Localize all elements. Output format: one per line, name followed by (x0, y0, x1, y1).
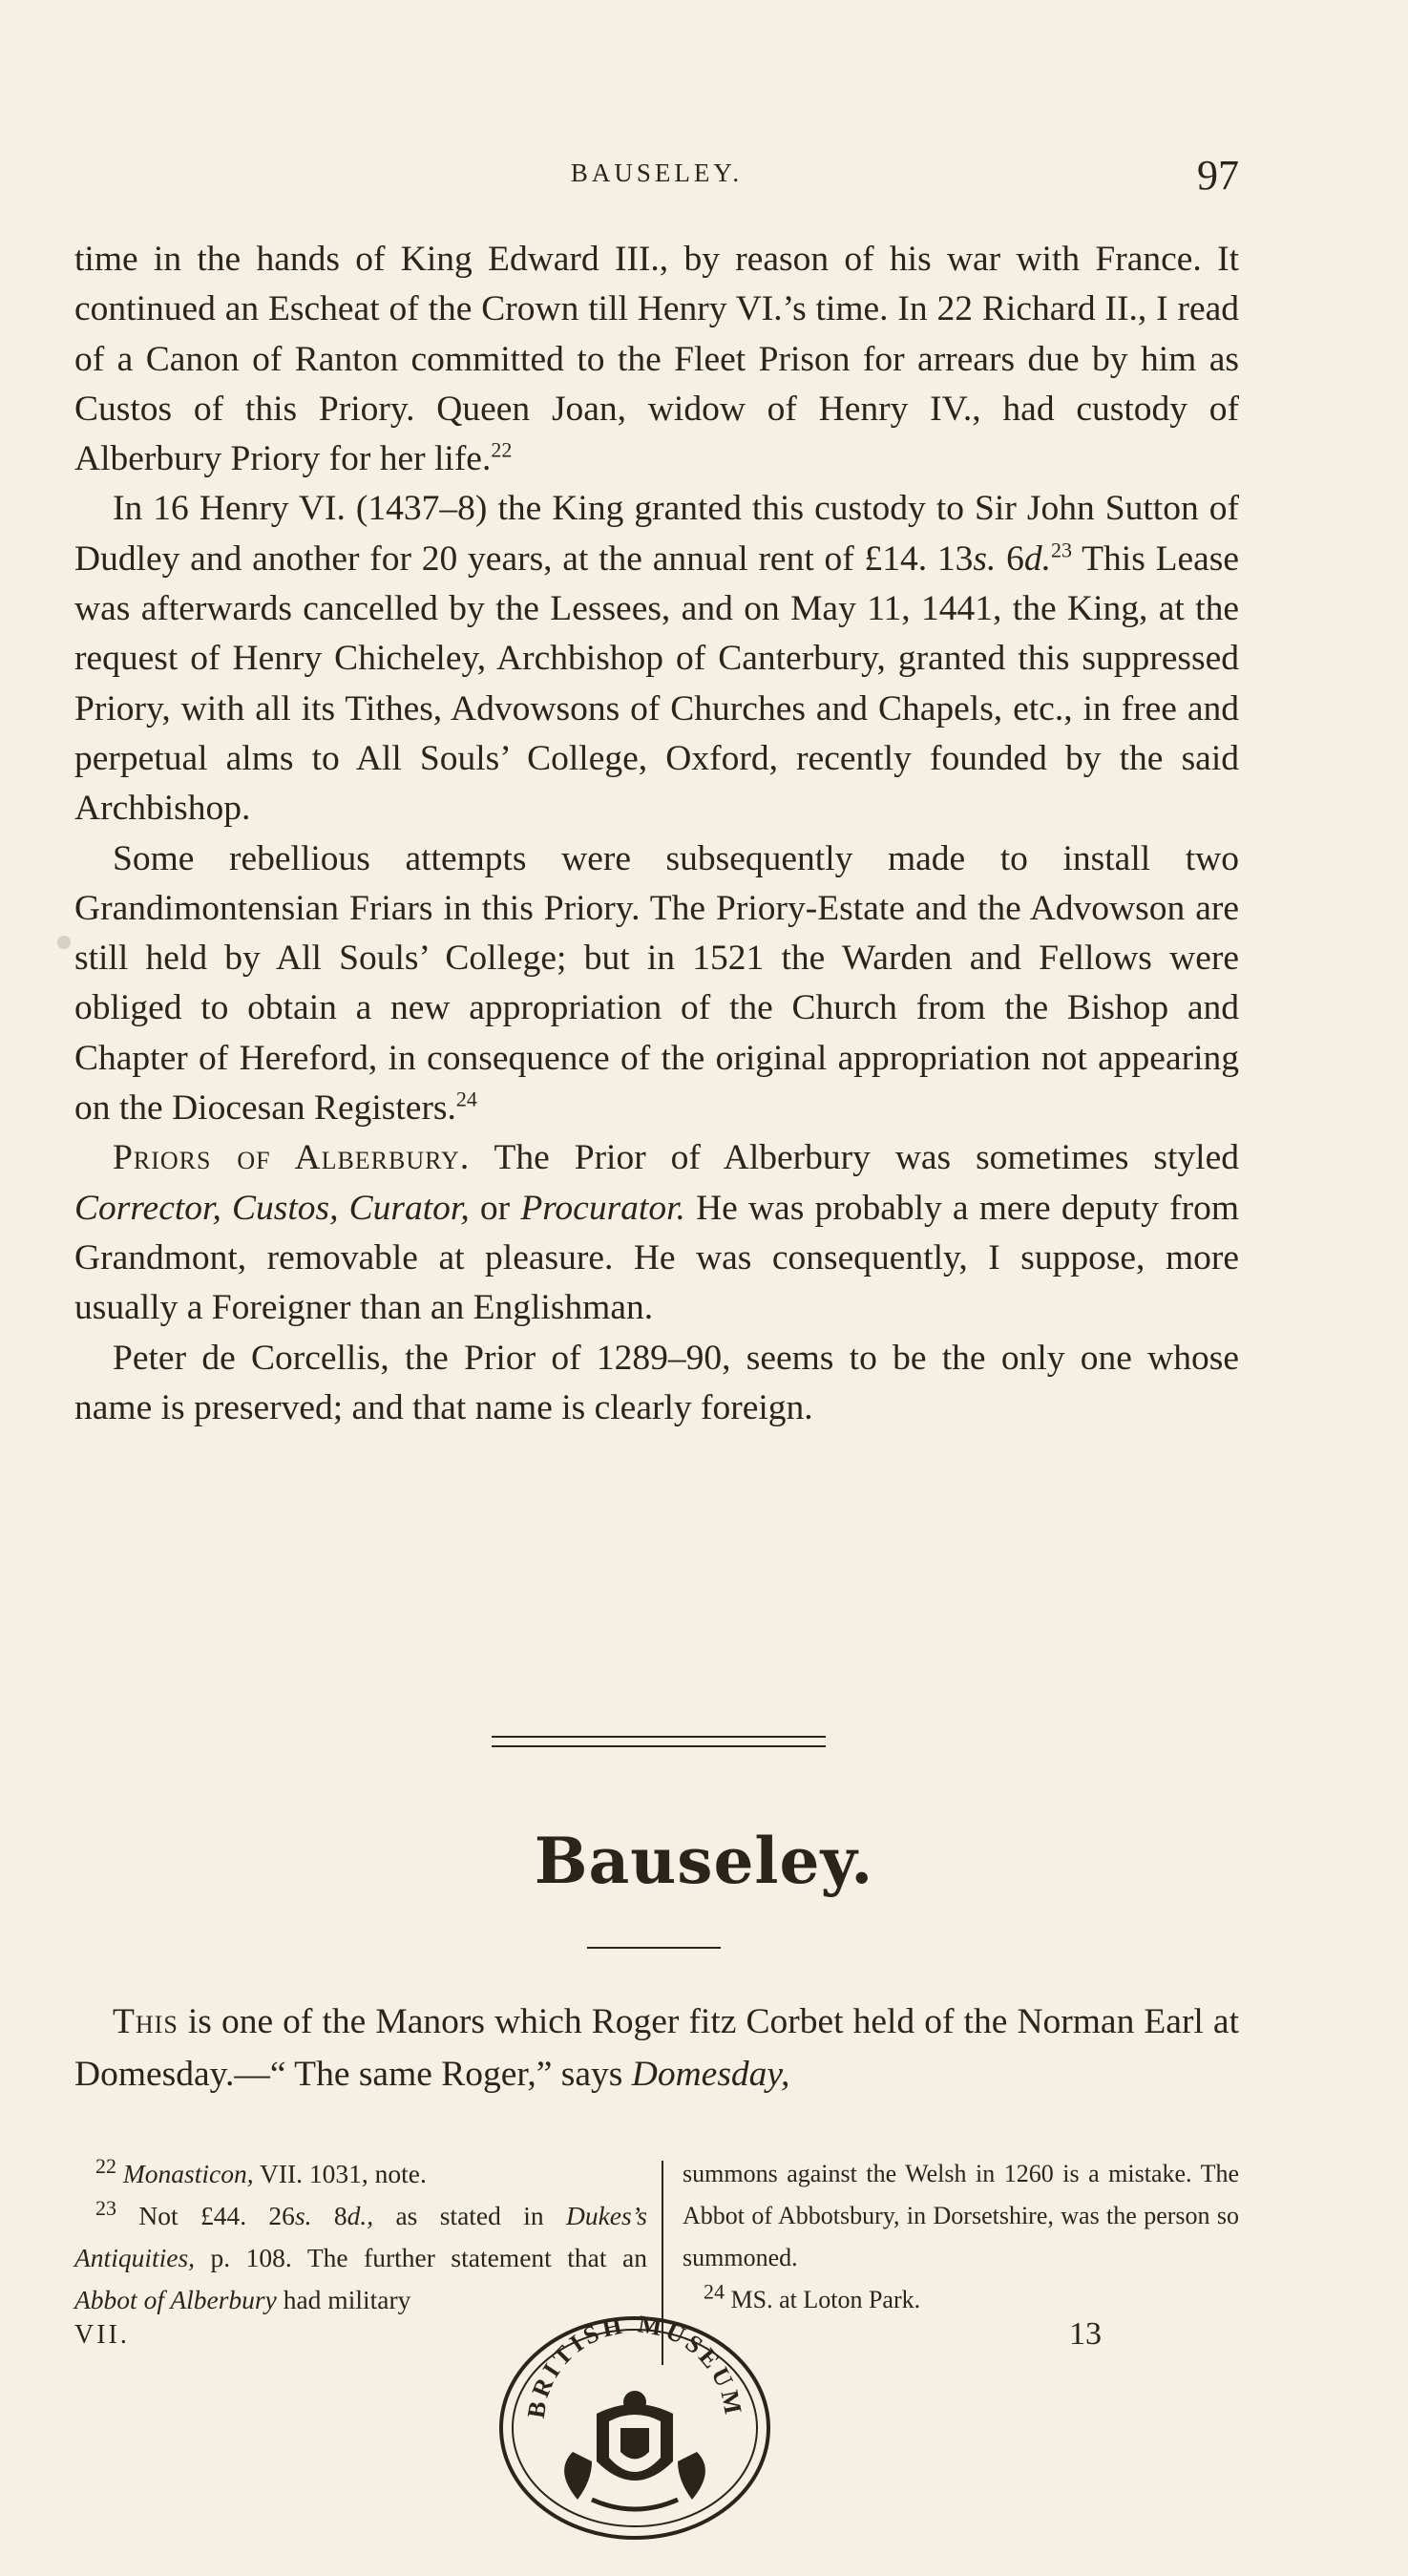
text-run: The Prior of Alberbury was sometimes styled (470, 1138, 1239, 1178)
italic-text: s. (294, 2201, 312, 2230)
italic-text: d., (347, 2201, 374, 2230)
stamp-icon (487, 2309, 783, 2547)
italic-text: Procurator. (520, 1188, 685, 1228)
signature-number: 13 (1069, 2316, 1102, 2352)
text-run: or (469, 1188, 521, 1228)
footnote-ref: 24 (455, 1087, 477, 1111)
footnotes-left-column (74, 2153, 647, 2321)
running-title: BAUSELEY. (570, 158, 744, 187)
stamp-text: BRITISH MUSEUM (521, 2310, 748, 2420)
text-run: 8 (311, 2201, 347, 2230)
footnote-ref: 23 (95, 2195, 116, 2220)
heading-rule (587, 1947, 721, 1949)
text-run: VII. 1031, note. (253, 2159, 427, 2188)
paragraph (74, 834, 1239, 1134)
page-number: 97 (1197, 152, 1239, 199)
italic-text: Monasticon, (122, 2159, 254, 2188)
footnotes-right-column (683, 2153, 1239, 2321)
small-caps-text: This (113, 2002, 179, 2041)
text-run: Not £44. 26 (116, 2201, 295, 2230)
footnote-ref: 24 (704, 2279, 725, 2304)
paragraph (74, 1133, 1239, 1333)
text-run: He was probably a mere deputy from Grandmont, removable at pleasure. He was consequently, I suppose, more usually a Foreigner than an Englishman. (74, 1188, 1239, 1328)
small-caps-text: Priors of Alberbury. (113, 1138, 471, 1178)
footnote (74, 2153, 647, 2195)
section-heading: Bauseley. (534, 1824, 874, 1898)
footnote (74, 2195, 647, 2321)
footnote-ref: 22 (491, 437, 513, 462)
text-run: In 16 Henry VI. (1437–8) the King granted this custody to Sir John Sutton of Dudley and another for 20 years, at the annual rent of £14. 13 (74, 489, 1239, 579)
section-divider (492, 1736, 826, 1747)
section-intro (74, 1995, 1239, 2101)
text-run: MS. at Loton Park. (725, 2286, 921, 2313)
italic-text: d. (1023, 538, 1052, 579)
text-run: This Lease was afterwards cancelled by the Lessees, and on May 11, 1441, the King, at the request of Henry Chicheley, Archbishop of Canterbury, granted this suppressed Priory, with all its Tithes, Advowsons of Churches and Chapels, etc., in free and perpetual alms to All Souls’ College, Oxford, recently founded by the said Archbishop. (74, 538, 1240, 829)
italic-text: Dukes’s Antiquities, (74, 2201, 648, 2272)
text-run: as stated in (373, 2201, 566, 2230)
signature-mark: VII. (74, 2320, 130, 2350)
text-run: time in the hands of King Edward III., by reason of his war with France. It continued an Escheat of the Crown till Henry VI.’s time. In 22 Richard II., I read of a Canon of Ranton committed to the Fleet Prison for arrears due by him as Custos of this Priory. Queen Joan, widow of Henry IV., had custody of Alberbury Priory for her life. (74, 240, 1239, 479)
body-text (74, 235, 1239, 1433)
text-run: p. 108. The further statement that an (195, 2243, 647, 2272)
text-run: summons against the Welsh in 1260 is a mistake. The Abbot of Abbotsbury, in Dorsetshire, was the person so summoned. (683, 2160, 1239, 2271)
text-run: had military (276, 2285, 411, 2314)
footnote-ref: 23 (1051, 538, 1073, 562)
footnote (683, 2153, 1239, 2279)
italic-text: Domesday, (631, 2055, 790, 2094)
paragraph (74, 235, 1239, 484)
italic-text: Abbot of Alberbury (74, 2285, 277, 2314)
library-stamp (487, 2309, 783, 2547)
paragraph (74, 1995, 1239, 2101)
footnote-ref: 22 (95, 2153, 116, 2178)
text-run: is one of the Manors which Roger fitz Corbet held of the Norman Earl at Domesday.—“ The same Roger,” says (74, 2002, 1239, 2094)
text-run: 6 (996, 538, 1024, 579)
running-head (74, 151, 1239, 199)
paragraph (74, 1334, 1239, 1434)
ink-blot (57, 936, 71, 949)
text-run: Peter de Corcellis, the Prior of 1289–90, seems to be the only one whose name is preserved; and that name is clearly foreign. (74, 1338, 1239, 1427)
italic-text: Corrector, Custos, Curator, (74, 1188, 470, 1228)
text-run: Some rebellious attempts were subsequently made to install two Grandimontensian Friars in this Priory. The Priory-Estate and the Advowson are still held by All Souls’ College; but in 1521 the Warden and Fellows were obliged to obtain a new appropriation of the Church from the Bishop and Chapter of Hereford, in consequence of the original appropriation not appearing on the Diocesan Registers. (74, 838, 1239, 1129)
paragraph (74, 484, 1239, 834)
italic-text: s. (973, 538, 997, 579)
text-run (116, 2159, 123, 2188)
